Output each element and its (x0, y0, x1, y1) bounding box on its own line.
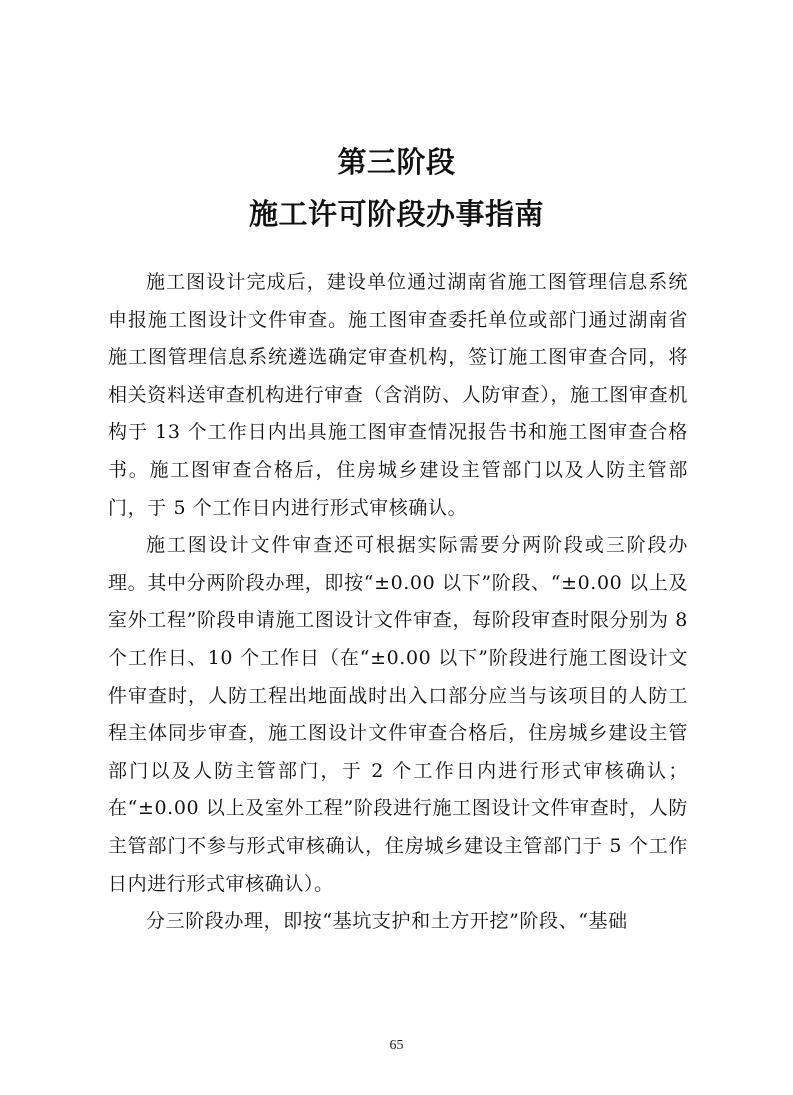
title-block (0, 136, 793, 240)
paragraph-3: 分三阶段办理，即按“基坑支护和土方开挖”阶段、“基础 (146, 910, 628, 933)
page-number: 65 (389, 1038, 404, 1053)
paragraph-1: 施工图设计完成后，建设单位通过湖南省施工图管理信息系统申报施工图设计文件审查。施工图审查委托单位或部门通过湖南省施工图管理信息系统遴选确定审查机构，签订施工图审查合同，将相关资料送审查机构进行审查（含消防、人防审查），施工图审查机构于 13 个工作日内出具施工图审查情况报告书和施工图审查合格书。施工图审查合格后，住房城乡建设主管部门以及人防主管部门，于 5 个工作日内进行形式审核确认。 (108, 271, 688, 519)
stage-title: 第三阶段 (337, 145, 456, 179)
paragraph-2: 施工图设计文件审查还可根据实际需要分两阶段或三阶段办理。其中分两阶段办理，即按“±0.00 以下”阶段、“±0.00 以上及室外工程”阶段申请施工图设计文件审查，每阶段审查时限分别为 8 个工作日、10 个工作日（在“±0.00 以下”阶段进行施工图设计文件审查时，人防工程出地面战时出入口部分应当与该项目的人防工程主体同步审查，施工图设计文件审查合格后，住房城乡建设主管部门以及人防主管部门，于 2 个工作日内进行形式审核确认；在“±0.00 以上及室外工程”阶段进行施工图设计文件审查时，人防主管部门不参与形式审核确认，住房城乡建设主管部门于 5 个工作日内进行形式审核确认）。 (108, 534, 688, 895)
body-text (108, 264, 688, 941)
guide-title: 施工许可阶段办事指南 (248, 197, 544, 231)
